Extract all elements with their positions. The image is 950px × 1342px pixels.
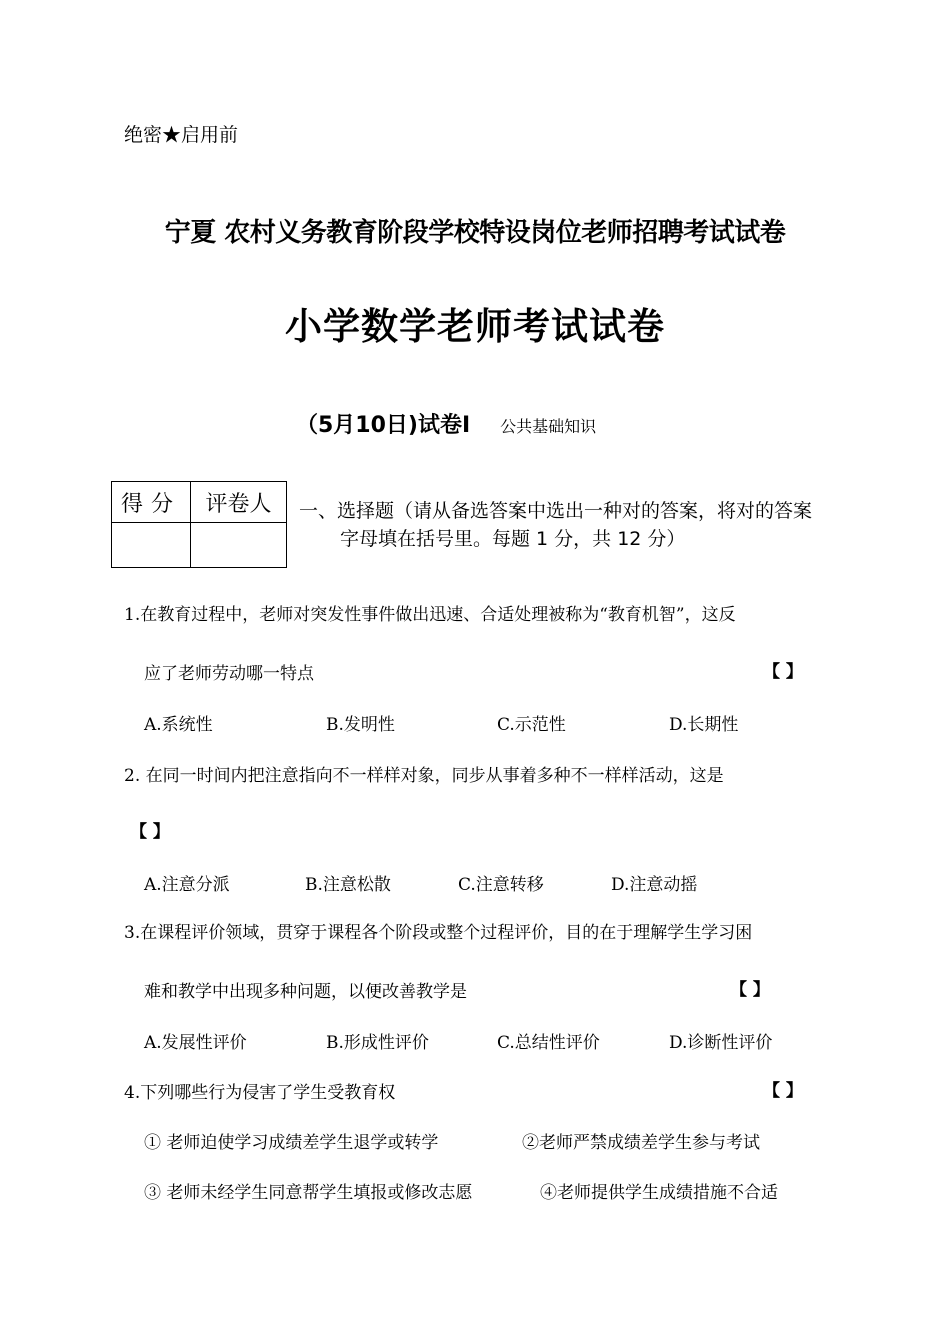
score-cell[interactable] <box>112 523 191 568</box>
statement-1: ① 老师迫使学习成绩差学生退学或转学 <box>144 1133 439 1153</box>
option-b: B.注意松散 <box>305 875 391 895</box>
answer-bracket[interactable]: 【 】 <box>130 822 170 842</box>
option-d: D.长期性 <box>669 715 739 735</box>
question-3-text: 3.在课程评价领域，贯穿于课程各个阶段或整个过程评价，目的在于理解学生学习困 <box>124 923 753 943</box>
section-title <box>299 497 859 553</box>
paper-subject: 公共基础知识 <box>500 417 597 436</box>
option-a: A.系统性 <box>144 715 213 735</box>
statement-3: ③ 老师未经学生同意帮学生填报或修改志愿 <box>144 1183 473 1203</box>
option-a: A.发展性评价 <box>144 1033 247 1053</box>
paper-label: （5月10日)试卷Ⅰ <box>296 413 471 438</box>
question-2-text: 2. 在同一时间内把注意指向不一样样对象，同步从事着多种不一样样活动，这是 <box>124 766 724 786</box>
option-d: D.诊断性评价 <box>669 1033 773 1053</box>
option-c: C.示范性 <box>497 715 566 735</box>
section-title-line2: 字母填在括号里。每题 1 分，共 12 分） <box>340 528 686 550</box>
option-c: C.总结性评价 <box>497 1033 600 1053</box>
section-title-line1: 一、选择题（请从备选答案中选出一种对的答案，将对的答案 <box>299 500 813 522</box>
paper-label-line <box>296 408 596 439</box>
answer-bracket[interactable]: 【 】 <box>763 1081 803 1101</box>
option-a: A.注意分派 <box>144 875 230 895</box>
score-header: 得分 <box>112 482 191 523</box>
answer-bracket[interactable]: 【 】 <box>763 662 803 682</box>
statement-4: ④老师提供学生成绩措施不合适 <box>540 1183 778 1203</box>
question-1-text: 1.在教育过程中，老师对突发性事件做出迅速、合适处理被称为“教育机智”，这反 <box>124 605 736 625</box>
option-c: C.注意转移 <box>458 875 544 895</box>
question-1-text-cont: 应了老师劳动哪一特点 <box>144 664 314 684</box>
option-d: D.注意动摇 <box>611 875 698 895</box>
grader-header: 评卷人 <box>191 482 287 523</box>
statement-2: ②老师严禁成绩差学生参与考试 <box>522 1133 760 1153</box>
option-b: B.发明性 <box>326 715 395 735</box>
exam-subtitle: 小学数学老师考试试卷 <box>285 305 665 348</box>
grader-cell[interactable] <box>191 523 287 568</box>
question-4-text: 4.下列哪些行为侵害了学生受教育权 <box>124 1083 396 1103</box>
option-b: B.形成性评价 <box>326 1033 429 1053</box>
score-table <box>111 481 287 568</box>
answer-bracket[interactable]: 【 】 <box>730 980 770 1000</box>
question-3-text-cont: 难和教学中出现多种问题，以便改善教学是 <box>144 982 467 1002</box>
exam-title: 宁夏 农村义务教育阶段学校特设岗位老师招聘考试试卷 <box>164 218 786 248</box>
confidential-label: 绝密★启用前 <box>124 124 239 146</box>
